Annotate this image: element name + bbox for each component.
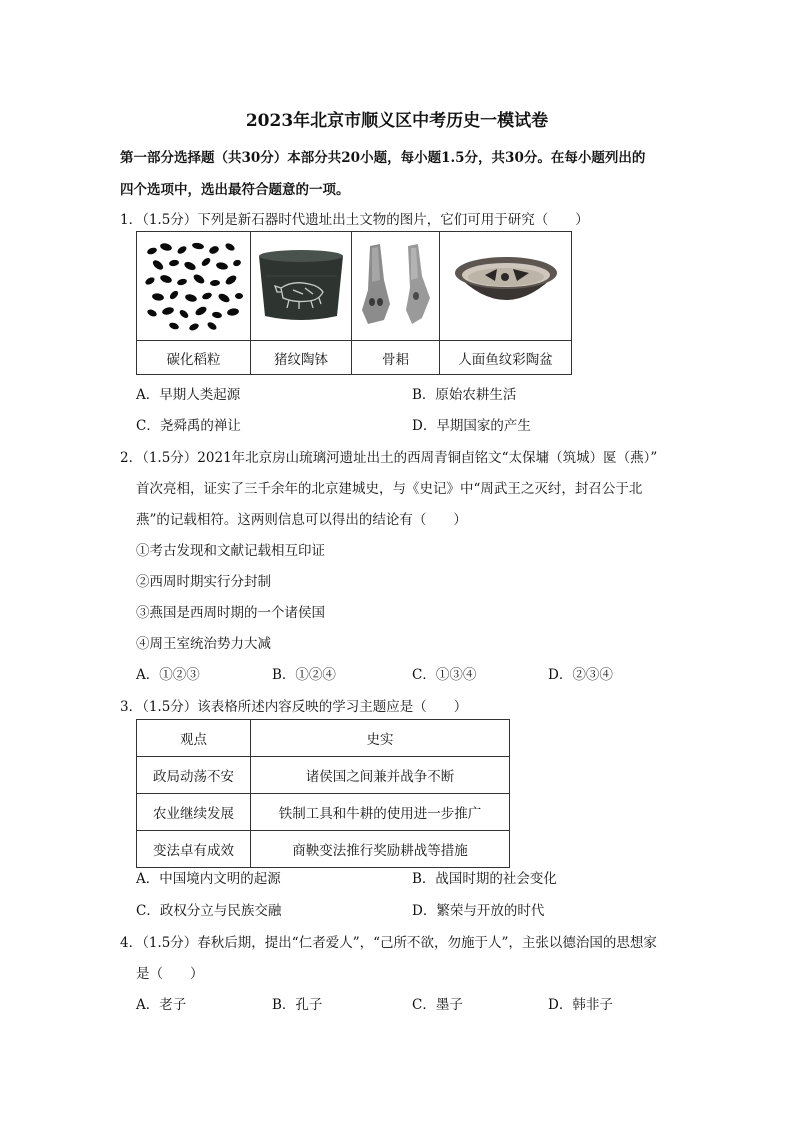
question-3-stem: 3．（1.5分）该表格所述内容反映的学习主题应是（ ） <box>120 699 468 715</box>
bone-spade-image <box>356 240 436 332</box>
question-2-stem-line3: 燕”的记载相符。这两则信息可以得出的结论有（ ） <box>136 512 467 528</box>
artifact-table <box>136 231 572 375</box>
page-title: 2023年北京市顺义区中考历史一模试卷 <box>245 111 549 131</box>
pig-pattern-bowl-image <box>253 246 349 326</box>
q1-option-a[interactable]: A．早期人类起源 <box>136 387 241 403</box>
q3-option-a[interactable]: A．中国境内文明的起源 <box>136 871 281 887</box>
table-cell: 诸侯国之间兼并战争不断 <box>251 757 510 794</box>
q3-option-c[interactable]: C．政权分立与民族交融 <box>136 903 282 919</box>
q1-option-c[interactable]: C．尧舜禹的禅让 <box>136 418 241 434</box>
fish-face-basin-image <box>451 251 561 321</box>
table-cell: 农业继续发展 <box>137 794 251 831</box>
artifact-label: 碳化稻粒 <box>137 341 251 375</box>
q2-option-a[interactable]: A．①②③ <box>136 667 200 683</box>
table-cell: 政局动荡不安 <box>137 757 251 794</box>
q2-statement-1: ①考古发现和文献记载相互印证 <box>136 543 325 559</box>
q2-statement-2: ②西周时期实行分封制 <box>136 574 271 590</box>
q1-option-b[interactable]: B．原始农耕生活 <box>412 387 517 403</box>
q3-option-d[interactable]: D．繁荣与开放的时代 <box>412 903 545 919</box>
q4-option-a[interactable]: A．老子 <box>136 997 187 1013</box>
section-instructions-line1: 第一部分选择题（共30分）本部分共20小题，每小题1.5分，共30分。在每小题列出的 <box>120 150 646 166</box>
q4-option-b[interactable]: B．孔子 <box>272 997 323 1013</box>
artifact-image-bone-spade <box>352 232 440 341</box>
q2-statement-4: ④周王室统治势力大减 <box>136 636 271 652</box>
carbonized-rice-image <box>144 241 244 331</box>
question-2-stem-line2: 首次亮相，证实了三千余年的北京建城史，与《史记》中“周武王之灭纣，封召公于北 <box>136 481 643 497</box>
table-header: 史实 <box>251 720 510 757</box>
q3-option-b[interactable]: B．战国时期的社会变化 <box>412 871 557 887</box>
artifact-label: 猪纹陶钵 <box>251 341 352 375</box>
table-row <box>137 831 510 868</box>
q4-option-d[interactable]: D．韩非子 <box>548 997 613 1013</box>
table-cell: 商鞅变法推行奖励耕战等措施 <box>251 831 510 868</box>
table-header: 观点 <box>137 720 251 757</box>
question-2-stem-line1: 2．（1.5分）2021年北京房山琉璃河遗址出土的西周青铜卣铭文“太保墉（筑城）匽（燕）” <box>120 450 658 466</box>
table-cell: 变法卓有成效 <box>137 831 251 868</box>
q2-option-b[interactable]: B．①②④ <box>272 667 336 683</box>
viewpoint-fact-table <box>136 719 510 868</box>
table-cell: 铁制工具和牛耕的使用进一步推广 <box>251 794 510 831</box>
artifact-image-rice <box>137 232 251 341</box>
q2-option-c[interactable]: C．①③④ <box>412 667 477 683</box>
table-row <box>137 794 510 831</box>
artifact-image-fish-basin <box>440 232 572 341</box>
table-row <box>137 757 510 794</box>
artifact-image-pig-bowl <box>251 232 352 341</box>
q1-option-d[interactable]: D．早期国家的产生 <box>412 418 531 434</box>
question-4-stem-line2: 是（ ） <box>136 966 204 982</box>
q4-option-c[interactable]: C．墨子 <box>412 997 463 1013</box>
section-instructions-line2: 四个选项中，选出最符合题意的一项。 <box>120 182 350 198</box>
question-1-stem: 1．（1.5分）下列是新石器时代遗址出土文物的图片，它们可用于研究（ ） <box>120 212 589 228</box>
question-4-stem-line1: 4．（1.5分）春秋后期，提出“仁者爱人”，“己所不欲，勿施于人”，主张以德治国的思想家 <box>120 935 657 951</box>
artifact-label: 骨耜 <box>352 341 440 375</box>
artifact-label: 人面鱼纹彩陶盆 <box>440 341 572 375</box>
q2-option-d[interactable]: D．②③④ <box>548 667 613 683</box>
q2-statement-3: ③燕国是西周时期的一个诸侯国 <box>136 605 325 621</box>
